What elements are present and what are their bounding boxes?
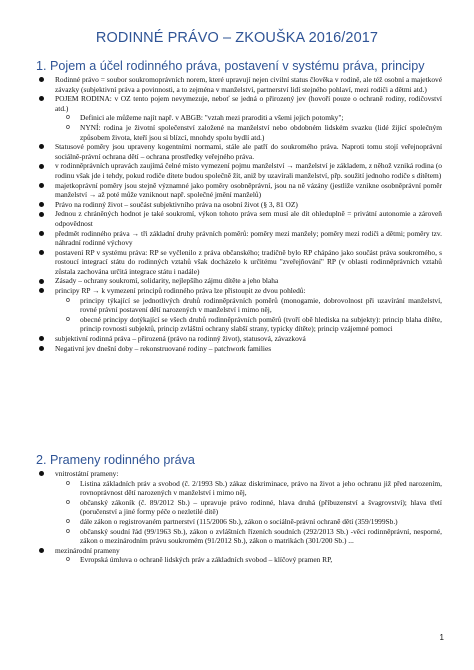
list-item: POJEM RODINA: v OZ tento pojem nevymezuje, neboť se jedná o přirozený jev (hovoří pouze o ochraně rodiny, rodičovství atd.) bbox=[0, 94, 474, 113]
document-title: RODINNÉ PRÁVO – ZKOUŠKA 2016/2017 bbox=[95, 30, 379, 46]
list-item: předmět rodinného práva → tři základní druhy právních poměrů: poměry mezi manžely; poměry mezi rodiči a dětmi; poměry tzv. náhradní rodinné výchovy bbox=[0, 229, 474, 248]
list-item: o principy týkající se jednotlivých druhů rodinněprávních poměrů (monogamie, dobrovolnost při uzavírání manželství, rovné právní postavení dětí narozených v manželství i mimo něj, bbox=[0, 296, 474, 315]
list-item: o dále zákon o registrovaném partnerství (115/2006 Sb.), zákon o sociálně-právní ochraně dětí (359/1999Sb.) bbox=[0, 517, 474, 527]
list-item: o obecné principy dotýkající se všech druhů rodinněprávních poměrů (tvoří obě hlediska na subjekty): princip blaha dítěte, princip rovnosti subjektů, princip zvláštní ochrany slabší strany, typicky dítěte); princip vzájemné pomoci bbox=[0, 315, 474, 334]
section-2-heading: 2. Prameny rodinného práva bbox=[36, 453, 195, 467]
list-item: Právo na rodinný život – součást subjektivního práva na osobní život (§ 3, 81 OZ) bbox=[0, 200, 474, 210]
list-item: postavení RP v systému práva: RP se vyčlenilo z práva občanského; tradičně bylo RP chápáno jako součást práva soukromého, s rostoucí integrací státu do rodinných vztahů však docházelo k určitému "zveřejňování" RP (v oblasti rodinněprávních vztahů zůstala zachována určitá integrace státu i nadále) bbox=[0, 248, 474, 277]
list-item: o Listina základních práv a svobod (č. 2/1993 Sb.) zákaz diskriminace, právo na život a jeho ochranu již před narozením, rovnoprávnost dětí narozených v manželství i mimo něj, bbox=[0, 479, 474, 498]
list-item: o Definici ale můžeme najít např. v ABGB: "vztah mezi praroditi a všemi jejich potomky"; bbox=[0, 113, 474, 123]
list-item: subjektivní rodinná práva – přirozená (právo na rodinný život), statusová, závazková bbox=[0, 334, 474, 344]
list-item: Zásady – ochrany soukromí, solidarity, nejlepšího zájmu dítěte a jeho blaha bbox=[0, 276, 474, 286]
list-item: Rodinné právo = soubor soukromoprávních norem, které upravují nejen civilní status člověka v rodině, ale též osobní a majetkové závazky (subjektivní práva a povinnosti, a to zejména v manželství, partnerství lidí stejného pohlaví, mezi rodiči a dětmi atd.) bbox=[0, 75, 474, 94]
list-item: vnitrostátní prameny: bbox=[0, 469, 474, 479]
list-item: o Evropská úmluva o ochraně lidských práv a základních svobod – klíčový pramen RP, bbox=[0, 555, 474, 565]
section-2-list bbox=[0, 469, 474, 565]
list-item: Negativní jev dnešní doby – rekonstruované rodiny – patchwork families bbox=[0, 344, 474, 354]
list-item: o občanský soudní řád (99/1963 Sb.), zákon o zvláštních řízeních soudních (292/2013 Sb.) -věci rodinněprávní, nesporné, zákon o mezinárodním právu soukromém (91/2012 Sb.), zákon o matrikách (301/200 Sb.) ... bbox=[0, 527, 474, 546]
page-number: 1 bbox=[439, 633, 444, 642]
section-1-heading: 1. Pojem a účel rodinného práva, postavení v systému práva, principy bbox=[36, 59, 425, 73]
list-item: mezinárodní prameny bbox=[0, 546, 474, 556]
list-item: Jednou z chráněných hodnot je také soukromí, výkon tohoto práva sem musí ale dít ohleduplně = privátní autonomie a zároveň odpovědnost bbox=[0, 209, 474, 228]
list-item: o občanský zákoník (č. 89/2012 Sb.) – upravuje právo rodinné, hlava druhá (příbuzenství a švagrovství); hlava třetí (poručenství a jiné formy péče o nezletilé dítě) bbox=[0, 498, 474, 517]
list-item: Statusové poměry jsou upraveny kogentními normami, stále ale patří do soukromého práva. Naproti tomu stojí veřejnoprávní sociálně-právní ochrana dětí – ochrana prostředky veřejného práva. bbox=[0, 142, 474, 161]
list-item: v rodinněprávních upravách zaujímá čelné místo vymezení pojmu manželství → manželství je základem, z něhož vzniká rodina (o rodinu však jde i tehdy, pokud rodiče dítete budou společně žít, aniž by uzavírali manželství, přp. soužití jednoho rodiče s dítětem) bbox=[0, 161, 474, 180]
list-item: o NYNÍ: rodina je životní společenství založené na manželství nebo obdobném lidském svazku (lidé žijící společným způsobem života, kteří jsou si blízcí, mnohdy spolu bydlí atd.) bbox=[0, 123, 474, 142]
section-1-list bbox=[0, 75, 474, 353]
list-item: majetkoprávní poměry jsou stejně významné jako poměry osobněprávní, jsou na ně vázány (jestliže vznikne osobněprávní poměr manželství → až poté může vzniknout např. společné jmění manželů) bbox=[0, 181, 474, 200]
list-item: principy RP → k vymezení principů rodinného práva lze přistoupit ze dvou pohledů: bbox=[0, 286, 474, 296]
